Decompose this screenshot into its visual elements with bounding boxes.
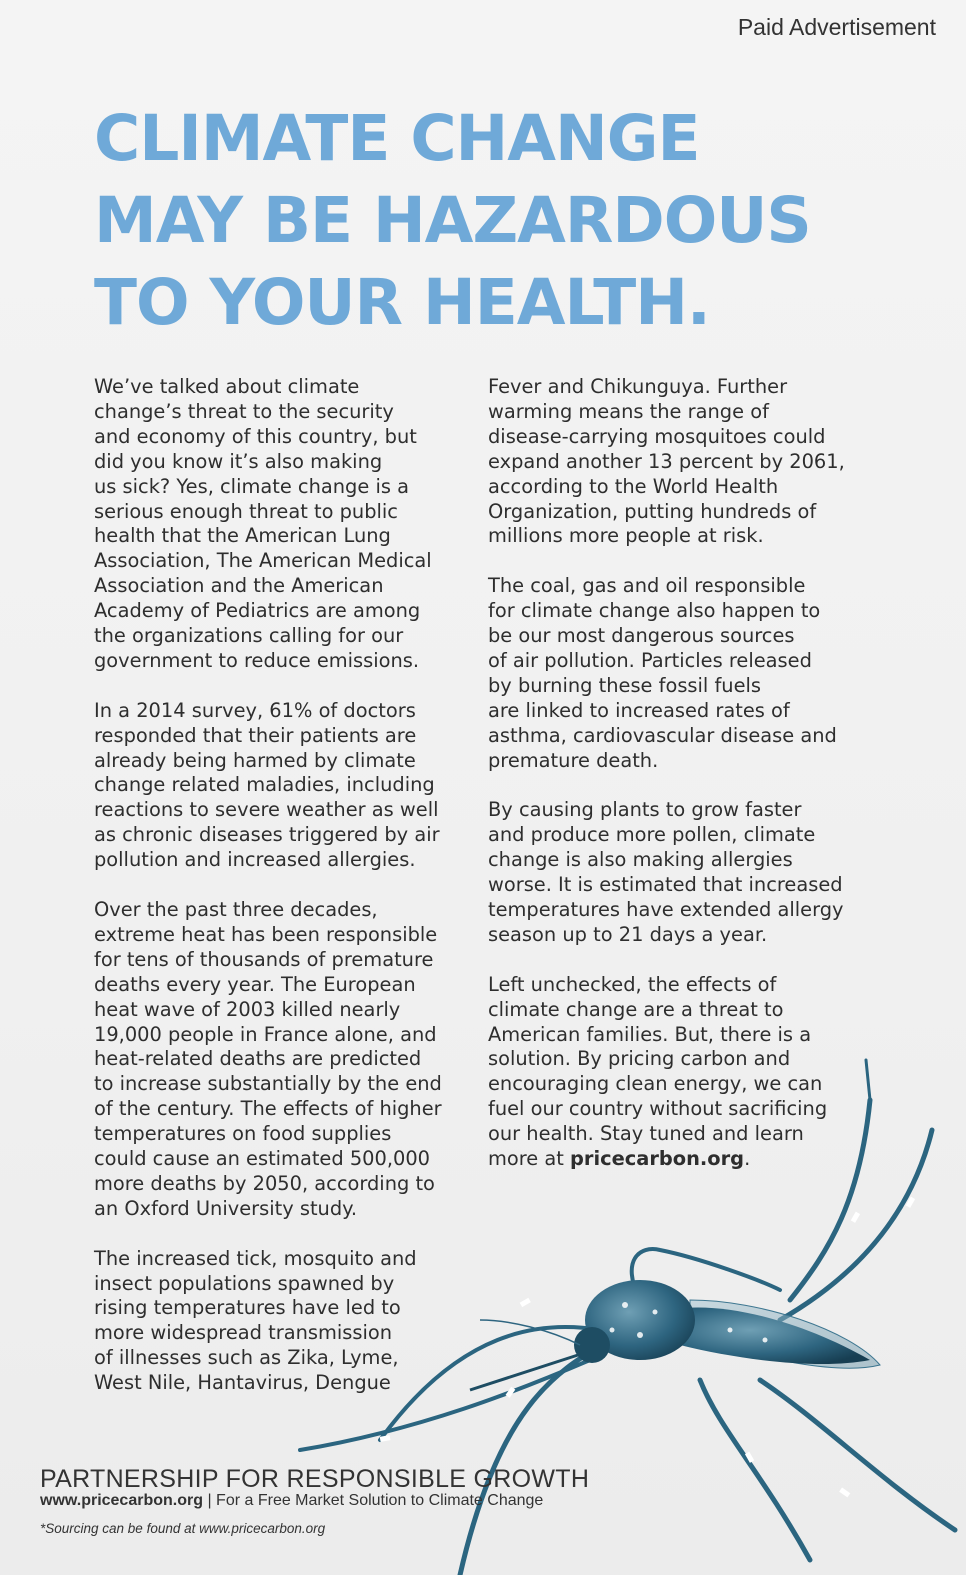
body-text-line: encouraging clean energy, we can bbox=[488, 1072, 823, 1096]
body-text-line: according to the World Health bbox=[488, 474, 779, 498]
body-text-line: an Oxford University study. bbox=[94, 1196, 358, 1220]
body-text-line: heat wave of 2003 killed nearly bbox=[94, 997, 401, 1021]
body-text-line: premature death. bbox=[488, 748, 659, 772]
body-text-line: the organizations calling for our bbox=[94, 624, 404, 648]
body-text-line: Fever and Chikunguya. Further bbox=[488, 375, 788, 398]
body-text-line: our health. Stay tuned and learn bbox=[488, 1122, 804, 1146]
body-text-line: as chronic diseases triggered by air bbox=[94, 823, 440, 847]
footer-url-link[interactable]: www.pricecarbon.org bbox=[40, 1492, 203, 1509]
body-text-line: expand another 13 percent by 2061, bbox=[488, 449, 845, 473]
body-text-line: extreme heat has been responsible bbox=[94, 922, 438, 946]
body-column-left bbox=[94, 375, 474, 1421]
body-text-line: change is also making allergies bbox=[488, 848, 793, 872]
body-text-line: to increase substantially by the end bbox=[94, 1072, 442, 1096]
body-text-line: solution. By pricing carbon and bbox=[488, 1047, 791, 1071]
body-text-line: deaths every year. The European bbox=[94, 972, 416, 996]
body-text-line: By causing plants to grow faster bbox=[488, 798, 802, 822]
body-text-line: asthma, cardiovascular disease and bbox=[488, 723, 837, 747]
body-text-line: West Nile, Hantavirus, Dengue bbox=[94, 1371, 391, 1395]
body-text-line: change’s threat to the security bbox=[94, 399, 394, 423]
body-text-line: American families. But, there is a bbox=[488, 1022, 812, 1046]
body-text-line: insect populations spawned by bbox=[94, 1271, 395, 1295]
body-paragraph bbox=[488, 375, 868, 549]
headline-line-3: TO YOUR HEALTH. bbox=[94, 266, 710, 339]
footer-line bbox=[40, 1492, 543, 1510]
body-paragraph bbox=[94, 1247, 474, 1396]
body-text-line: pollution and increased allergies. bbox=[94, 848, 416, 872]
body-text-line: did you know it’s also making bbox=[94, 449, 383, 473]
body-text-line: fuel our country without sacrificing bbox=[488, 1097, 828, 1121]
footer-org-name: PARTNERSHIP FOR RESPONSIBLE GROWTH bbox=[40, 1465, 590, 1493]
footer-tagline: For a Free Market Solution to Climate Change bbox=[216, 1492, 544, 1509]
footnote: *Sourcing can be found at www.pricecarbon.org bbox=[40, 1521, 326, 1536]
body-text-suffix: . bbox=[744, 1147, 751, 1171]
body-text-line: serious enough threat to public bbox=[94, 499, 398, 523]
body-column-right bbox=[488, 375, 868, 1197]
body-paragraph bbox=[488, 574, 868, 773]
headline bbox=[94, 98, 811, 344]
body-text-line: health that the American Lung bbox=[94, 524, 391, 548]
body-text-line: millions more people at risk. bbox=[488, 524, 764, 548]
body-text-line: could cause an estimated 500,000 bbox=[94, 1147, 431, 1171]
body-text-line: rising temperatures have led to bbox=[94, 1296, 401, 1320]
body-text-line: season up to 21 days a year. bbox=[488, 922, 768, 946]
body-text-line: Organization, putting hundreds of bbox=[488, 499, 817, 523]
body-text-line: for tens of thousands of premature bbox=[94, 947, 434, 971]
body-text-line: heat-related deaths are predicted bbox=[94, 1047, 422, 1071]
body-text-line: temperatures on food supplies bbox=[94, 1122, 392, 1146]
body-text-line: are linked to increased rates of bbox=[488, 698, 790, 722]
body-text-line: climate change are a threat to bbox=[488, 997, 784, 1021]
headline-line-2: MAY BE HAZARDOUS bbox=[94, 184, 811, 257]
headline-line-1: CLIMATE CHANGE bbox=[94, 102, 700, 175]
body-text-line: worse. It is estimated that increased bbox=[488, 873, 843, 897]
body-text-line: responded that their patients are bbox=[94, 723, 417, 747]
body-paragraph bbox=[488, 973, 868, 1172]
body-text-line: Left unchecked, the effects of bbox=[488, 972, 777, 996]
body-text-line: Academy of Pediatrics are among bbox=[94, 599, 421, 623]
body-text-line: of illnesses such as Zika, Lyme, bbox=[94, 1346, 399, 1370]
body-text-line: Over the past three decades, bbox=[94, 898, 378, 921]
body-text-line: government to reduce emissions. bbox=[94, 648, 420, 672]
body-text-line: us sick? Yes, climate change is a bbox=[94, 474, 409, 498]
body-text-line: by burning these fossil fuels bbox=[488, 673, 762, 697]
body-text-line: We’ve talked about climate bbox=[94, 375, 360, 398]
pricecarbon-link[interactable]: pricecarbon.org bbox=[570, 1147, 745, 1171]
body-text-line: The increased tick, mosquito and bbox=[94, 1246, 417, 1270]
body-text-line: of the century. The effects of higher bbox=[94, 1097, 442, 1121]
body-text-line: more deaths by 2050, according to bbox=[94, 1171, 435, 1195]
body-text-prefix: more at bbox=[488, 1147, 571, 1171]
body-text-line: more widespread transmission bbox=[94, 1321, 392, 1345]
body-text-line: disease-carrying mosquitoes could bbox=[488, 424, 826, 448]
body-paragraph bbox=[94, 375, 474, 674]
body-text-line: warming means the range of bbox=[488, 399, 769, 423]
body-text-line: and produce more pollen, climate bbox=[488, 823, 816, 847]
body-text-line: The coal, gas and oil responsible bbox=[488, 574, 806, 598]
body-text-line: 19,000 people in France alone, and bbox=[94, 1022, 437, 1046]
body-text-line bbox=[488, 1147, 868, 1172]
body-text-line: Association and the American bbox=[94, 574, 384, 598]
body-text-line: reactions to severe weather as well bbox=[94, 798, 439, 822]
body-paragraph bbox=[94, 898, 474, 1222]
body-paragraph bbox=[488, 798, 868, 947]
body-text-line: for climate change also happen to bbox=[488, 599, 821, 623]
paid-advertisement-label: Paid Advertisement bbox=[737, 14, 936, 40]
body-text-line: and economy of this country, but bbox=[94, 424, 417, 448]
body-text-line: temperatures have extended allergy bbox=[488, 898, 844, 921]
body-text-line: be our most dangerous sources bbox=[488, 624, 795, 648]
body-text-line: Association, The American Medical bbox=[94, 549, 432, 573]
body-text-line: In a 2014 survey, 61% of doctors bbox=[94, 698, 416, 722]
body-text-line: of air pollution. Particles released bbox=[488, 648, 812, 672]
body-text-line: already being harmed by climate bbox=[94, 748, 416, 772]
body-paragraph bbox=[94, 699, 474, 873]
body-text-line: change related maladies, including bbox=[94, 773, 435, 797]
footer-separator: | bbox=[203, 1492, 217, 1509]
